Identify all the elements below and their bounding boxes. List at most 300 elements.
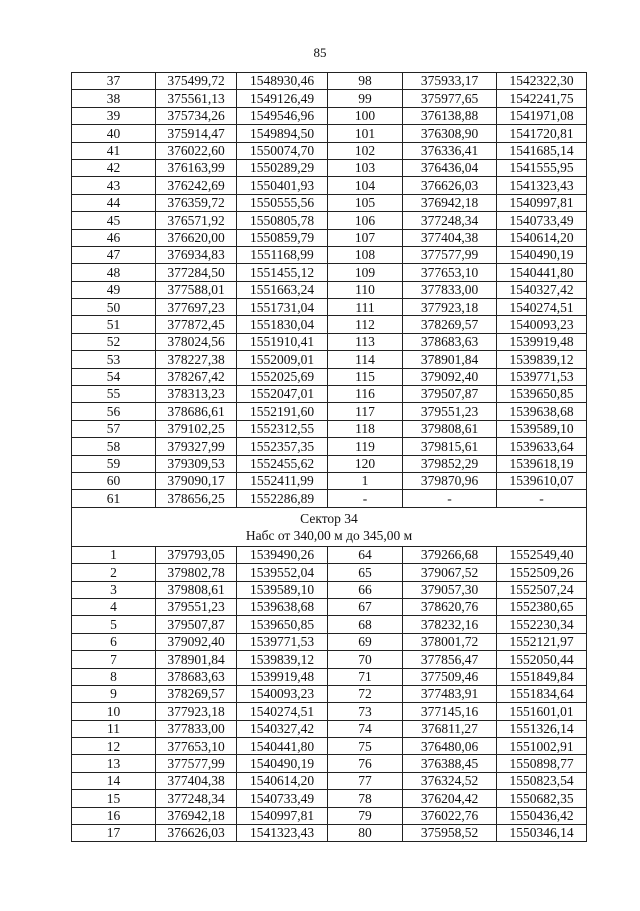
point-number-cell: 98 [328,73,403,90]
coordinate-cell: 1539839,12 [237,651,328,668]
sector-header-body [72,507,587,546]
table-row [72,685,587,702]
coordinate-cell: 1552455,62 [237,455,328,472]
point-number-cell: 103 [328,159,403,176]
coordinate-cell: 378001,72 [403,633,497,650]
point-number-cell: 10 [72,703,156,720]
table-row [72,546,587,563]
table-row [72,264,587,281]
coordinate-cell: 1551002,91 [497,738,587,755]
coordinate-cell: 376436,04 [403,159,497,176]
coordinate-cell: 1550555,56 [237,194,328,211]
point-number-cell: 6 [72,633,156,650]
coordinate-cell: 1552009,01 [237,351,328,368]
coordinate-cell: 1542322,30 [497,73,587,90]
coordinate-cell: 1539552,04 [237,564,328,581]
coordinate-cell: 1539919,48 [237,668,328,685]
coordinate-cell: 378269,57 [403,316,497,333]
table-row [72,581,587,598]
coordinate-cell: 1539589,10 [497,420,587,437]
coordinate-cell: 1552121,97 [497,633,587,650]
coordinate-cell: 378227,38 [156,351,237,368]
point-number-cell: 66 [328,581,403,598]
coordinate-cell: 1541323,43 [497,177,587,194]
coordinate-cell: 379092,40 [403,368,497,385]
coordinate-cell: 376626,03 [156,825,237,842]
point-number-cell: 15 [72,790,156,807]
coordinate-cell: 1540490,19 [237,755,328,772]
coordinate-cell: 379852,29 [403,455,497,472]
point-number-cell: 14 [72,772,156,789]
point-number-cell: 116 [328,386,403,403]
table-row [72,351,587,368]
point-number-cell: 1 [328,472,403,489]
coordinate-cell: 1539638,68 [237,598,328,615]
point-number-cell: 7 [72,651,156,668]
coordinate-cell: 1550805,78 [237,212,328,229]
point-number-cell: 41 [72,142,156,159]
coordinate-cell: 1551849,84 [497,668,587,685]
coordinate-cell: 379551,23 [403,403,497,420]
point-number-cell: 55 [72,386,156,403]
coordinate-cell: 376308,90 [403,125,497,142]
point-number-cell: 56 [72,403,156,420]
point-number-cell: 57 [72,420,156,437]
coordinate-cell: 377588,01 [156,281,237,298]
point-number-cell: 105 [328,194,403,211]
coordinate-cell: 1539650,85 [237,616,328,633]
table-row [72,472,587,489]
point-number-cell: 75 [328,738,403,755]
coordinate-cell: 377923,18 [156,703,237,720]
coordinate-cell: - [497,490,587,507]
point-number-cell: 77 [328,772,403,789]
point-number-cell: 110 [328,281,403,298]
table-row [72,651,587,668]
coordinate-cell: 376626,03 [403,177,497,194]
coordinate-cell: 1552549,40 [497,546,587,563]
coordinate-cell: 1551326,14 [497,720,587,737]
point-number-cell: 68 [328,616,403,633]
table-row [72,738,587,755]
point-number-cell: 73 [328,703,403,720]
coordinate-cell: 1552509,26 [497,564,587,581]
table-row [72,125,587,142]
coordinate-cell: 1539589,10 [237,581,328,598]
point-number-cell: 60 [72,472,156,489]
point-number-cell: 61 [72,490,156,507]
table-row [72,177,587,194]
coordinate-cell: 1540733,49 [237,790,328,807]
coordinate-cell: 1540327,42 [497,281,587,298]
point-number-cell: 39 [72,107,156,124]
table-row [72,807,587,824]
coordinate-cell: 377833,00 [403,281,497,298]
coordinate-cell: 1540441,80 [237,738,328,755]
table-row [72,212,587,229]
coordinate-cell: 377653,10 [403,264,497,281]
point-number-cell: 118 [328,420,403,437]
point-number-cell: 107 [328,229,403,246]
point-number-cell: 104 [328,177,403,194]
point-number-cell: 47 [72,246,156,263]
coordinate-cell: 1552050,44 [497,651,587,668]
coordinate-cell: 1550682,35 [497,790,587,807]
table-row [72,668,587,685]
point-number-cell: 114 [328,351,403,368]
coordinate-cell: 1551601,01 [497,703,587,720]
point-number-cell: 9 [72,685,156,702]
coordinate-cell: 379067,52 [403,564,497,581]
table-row [72,703,587,720]
coordinate-cell: 377577,99 [403,246,497,263]
coordinate-cell: 1552025,69 [237,368,328,385]
coordinate-cell: 379327,99 [156,438,237,455]
table-row [72,438,587,455]
coordinate-cell: 377248,34 [403,212,497,229]
coordinate-cell: 1540733,49 [497,212,587,229]
table-row [72,299,587,316]
point-number-cell: 65 [328,564,403,581]
coordinate-cell: 376022,60 [156,142,237,159]
point-number-cell: 45 [72,212,156,229]
coordinate-cell: 376811,27 [403,720,497,737]
point-number-cell: 13 [72,755,156,772]
coordinate-cell: 376022,76 [403,807,497,824]
point-number-cell: 74 [328,720,403,737]
coordinate-cell: 1549894,50 [237,125,328,142]
table-row [72,229,587,246]
point-number-cell: 40 [72,125,156,142]
coordinate-cell: 1540997,81 [237,807,328,824]
coordinate-cell: 378686,61 [156,403,237,420]
table-row [72,73,587,90]
point-number-cell: 1 [72,546,156,563]
table-row [72,755,587,772]
point-number-cell: 112 [328,316,403,333]
coordinate-cell: 1551663,24 [237,281,328,298]
coordinate-cell: 1551168,99 [237,246,328,263]
table-body-bottom [72,546,587,842]
coordinate-cell: 1550074,70 [237,142,328,159]
table-row [72,564,587,581]
coordinate-cell: 376934,83 [156,246,237,263]
coordinate-cell: 1552286,89 [237,490,328,507]
point-number-cell: 43 [72,177,156,194]
coordinate-cell: 377923,18 [403,299,497,316]
coordinate-cell: 378683,63 [403,333,497,350]
coordinate-cell: 1550289,29 [237,159,328,176]
sector-title: Сектор 34 [300,510,358,526]
point-number-cell: 99 [328,90,403,107]
table-row [72,455,587,472]
coordinate-cell: 378269,57 [156,685,237,702]
coordinate-cell: 379507,87 [403,386,497,403]
coordinate-cell: 375958,52 [403,825,497,842]
coordinate-cell: 379808,61 [156,581,237,598]
table-row [72,490,587,507]
point-number-cell: 80 [328,825,403,842]
coordinate-cell: 1540274,51 [237,703,328,720]
coordinate-cell: 1552230,34 [497,616,587,633]
coordinates-table [71,72,587,842]
coordinate-cell: 376204,42 [403,790,497,807]
point-number-cell: 46 [72,229,156,246]
coordinate-cell: 1539919,48 [497,333,587,350]
coordinate-cell: 375734,26 [156,107,237,124]
coordinate-cell: 1550823,54 [497,772,587,789]
point-number-cell: 70 [328,651,403,668]
table-row [72,333,587,350]
point-number-cell: 78 [328,790,403,807]
coordinate-cell: 378024,56 [156,333,237,350]
sector-subtitle: Набс от 340,00 м до 345,00 м [245,527,413,543]
coordinate-cell: 1552312,55 [237,420,328,437]
coordinate-cell: 379551,23 [156,598,237,615]
point-number-cell: 67 [328,598,403,615]
coordinate-cell: 378656,25 [156,490,237,507]
point-number-cell: 12 [72,738,156,755]
coordinate-cell: 1541685,14 [497,142,587,159]
table-row [72,825,587,842]
coordinate-cell: 378313,23 [156,386,237,403]
point-number-cell: 117 [328,403,403,420]
coordinate-cell: 375977,65 [403,90,497,107]
coordinate-cell: 377404,38 [156,772,237,789]
point-number-cell: 71 [328,668,403,685]
point-number-cell: 64 [328,546,403,563]
table-row [72,194,587,211]
coordinate-cell: 376620,00 [156,229,237,246]
coordinate-cell: 1540093,23 [237,685,328,702]
coordinate-cell: 377577,99 [156,755,237,772]
table-row [72,403,587,420]
point-number-cell: 111 [328,299,403,316]
coordinate-cell: 378901,84 [403,351,497,368]
point-number-cell: 100 [328,107,403,124]
coordinate-cell: 1539638,68 [497,403,587,420]
coordinate-cell: 1539771,53 [497,368,587,385]
coordinate-cell: 375561,13 [156,90,237,107]
point-number-cell: 17 [72,825,156,842]
point-number-cell: 72 [328,685,403,702]
point-number-cell: 58 [72,438,156,455]
point-number-cell: 59 [72,455,156,472]
point-number-cell: 37 [72,73,156,90]
point-number-cell: 48 [72,264,156,281]
coordinate-cell: 1549546,96 [237,107,328,124]
coordinate-cell: 376480,06 [403,738,497,755]
coordinate-cell: 1540490,19 [497,246,587,263]
table-row [72,107,587,124]
coordinate-cell: 1541323,43 [237,825,328,842]
table-row [72,616,587,633]
coordinate-cell: 1539839,12 [497,351,587,368]
table-row [72,159,587,176]
point-number-cell: 79 [328,807,403,824]
coordinate-cell: 376242,69 [156,177,237,194]
table-row [72,142,587,159]
coordinate-cell: 378620,76 [403,598,497,615]
table-row [72,386,587,403]
point-number-cell: 8 [72,668,156,685]
point-number-cell: 113 [328,333,403,350]
coordinate-cell: 376336,41 [403,142,497,159]
point-number-cell: 50 [72,299,156,316]
point-number-cell: 53 [72,351,156,368]
coordinate-cell: 379815,61 [403,438,497,455]
coordinate-cell: 379102,25 [156,420,237,437]
coordinate-cell: 377856,47 [403,651,497,668]
coordinate-cell: 1552411,99 [237,472,328,489]
coordinate-cell: 1539771,53 [237,633,328,650]
coordinate-cell: 1542241,75 [497,90,587,107]
coordinate-cell: 377145,16 [403,703,497,720]
coordinate-cell: 1548930,46 [237,73,328,90]
coordinate-cell: 377483,91 [403,685,497,702]
coordinate-cell: 378683,63 [156,668,237,685]
table-row [72,246,587,263]
table-row [72,598,587,615]
coordinate-cell: 376359,72 [156,194,237,211]
point-number-cell: 11 [72,720,156,737]
coordinate-cell: 1552357,35 [237,438,328,455]
coordinate-cell: 1552507,24 [497,581,587,598]
point-number-cell: 115 [328,368,403,385]
coordinate-cell: 1539650,85 [497,386,587,403]
coordinate-cell: 379309,53 [156,455,237,472]
coordinate-cell: 1550859,79 [237,229,328,246]
table-body-top [72,73,587,508]
table-row [72,90,587,107]
point-number-cell: 38 [72,90,156,107]
table-row [72,368,587,385]
point-number-cell: 3 [72,581,156,598]
coordinate-cell: 379802,78 [156,564,237,581]
point-number-cell: 44 [72,194,156,211]
table-row [72,790,587,807]
coordinate-cell: 376942,18 [156,807,237,824]
coordinate-cell: 1541971,08 [497,107,587,124]
coordinate-cell: 376324,52 [403,772,497,789]
coordinate-cell: 375914,47 [156,125,237,142]
point-number-cell: 108 [328,246,403,263]
point-number-cell: 109 [328,264,403,281]
coordinate-cell: 377872,45 [156,316,237,333]
point-number-cell: 119 [328,438,403,455]
coordinate-cell: 379092,40 [156,633,237,650]
coordinate-cell: 376388,45 [403,755,497,772]
coordinate-cell: 379057,30 [403,581,497,598]
point-number-cell: 2 [72,564,156,581]
coordinate-cell: 378901,84 [156,651,237,668]
point-number-cell: 49 [72,281,156,298]
coordinate-cell: 1551830,04 [237,316,328,333]
coordinate-cell: 1539490,26 [237,546,328,563]
table-row [72,720,587,737]
coordinate-cell: 1551455,12 [237,264,328,281]
coordinate-cell: 1540441,80 [497,264,587,281]
coordinate-cell: 1551834,64 [497,685,587,702]
coordinate-cell: 375499,72 [156,73,237,90]
coordinate-cell: 377653,10 [156,738,237,755]
coordinate-cell: 378232,16 [403,616,497,633]
coordinate-cell: 1539633,64 [497,438,587,455]
coordinate-cell: 379793,05 [156,546,237,563]
point-number-cell: 54 [72,368,156,385]
coordinate-cell: 1540997,81 [497,194,587,211]
point-number-cell: 102 [328,142,403,159]
table-row [72,281,587,298]
table-row [72,772,587,789]
coordinate-cell: 1539618,19 [497,455,587,472]
coordinate-cell: 1550401,93 [237,177,328,194]
coordinate-cell: 376163,99 [156,159,237,176]
coordinate-cell: 1551910,41 [237,333,328,350]
page-number: 85 [313,45,327,60]
coordinate-cell: 1540093,23 [497,316,587,333]
coordinate-cell: 1540274,51 [497,299,587,316]
coordinate-cell: 1552191,60 [237,403,328,420]
coordinate-cell: 378267,42 [156,368,237,385]
point-number-cell: 5 [72,616,156,633]
sector-header-row [72,507,587,546]
coordinate-cell: 379266,68 [403,546,497,563]
coordinate-cell: 377248,34 [156,790,237,807]
coordinate-cell: 1549126,49 [237,90,328,107]
coordinate-cell: 1550346,14 [497,825,587,842]
table-row [72,316,587,333]
point-number-cell: 69 [328,633,403,650]
coordinate-cell: 375933,17 [403,73,497,90]
coordinate-cell: 377833,00 [156,720,237,737]
point-number-cell: 120 [328,455,403,472]
point-number-cell: 51 [72,316,156,333]
coordinate-cell: 1541720,81 [497,125,587,142]
table-row [72,633,587,650]
point-number-cell: 4 [72,598,156,615]
coordinate-cell: 1550898,77 [497,755,587,772]
coordinate-cell: 377404,38 [403,229,497,246]
table-row [72,420,587,437]
point-number-cell: 52 [72,333,156,350]
coordinate-cell: 377284,50 [156,264,237,281]
point-number-cell: 101 [328,125,403,142]
coordinate-cell: 376138,88 [403,107,497,124]
coordinate-cell: 1551731,04 [237,299,328,316]
point-number-cell: 42 [72,159,156,176]
coordinate-cell: - [403,490,497,507]
coordinate-cell: 379090,17 [156,472,237,489]
coordinate-cell: 379507,87 [156,616,237,633]
coordinate-cell: 377697,23 [156,299,237,316]
point-number-cell: 16 [72,807,156,824]
coordinate-cell: 376942,18 [403,194,497,211]
coordinate-cell: 1552047,01 [237,386,328,403]
sector-header-cell [72,507,587,546]
coordinate-cell: 1540614,20 [497,229,587,246]
coordinate-cell: 1540327,42 [237,720,328,737]
coordinate-cell: 1550436,42 [497,807,587,824]
point-number-cell: - [328,490,403,507]
coordinate-cell: 379808,61 [403,420,497,437]
coordinate-cell: 377509,46 [403,668,497,685]
coordinate-cell: 376571,92 [156,212,237,229]
coordinate-cell: 1541555,95 [497,159,587,176]
point-number-cell: 76 [328,755,403,772]
point-number-cell: 106 [328,212,403,229]
coordinate-cell: 1540614,20 [237,772,328,789]
